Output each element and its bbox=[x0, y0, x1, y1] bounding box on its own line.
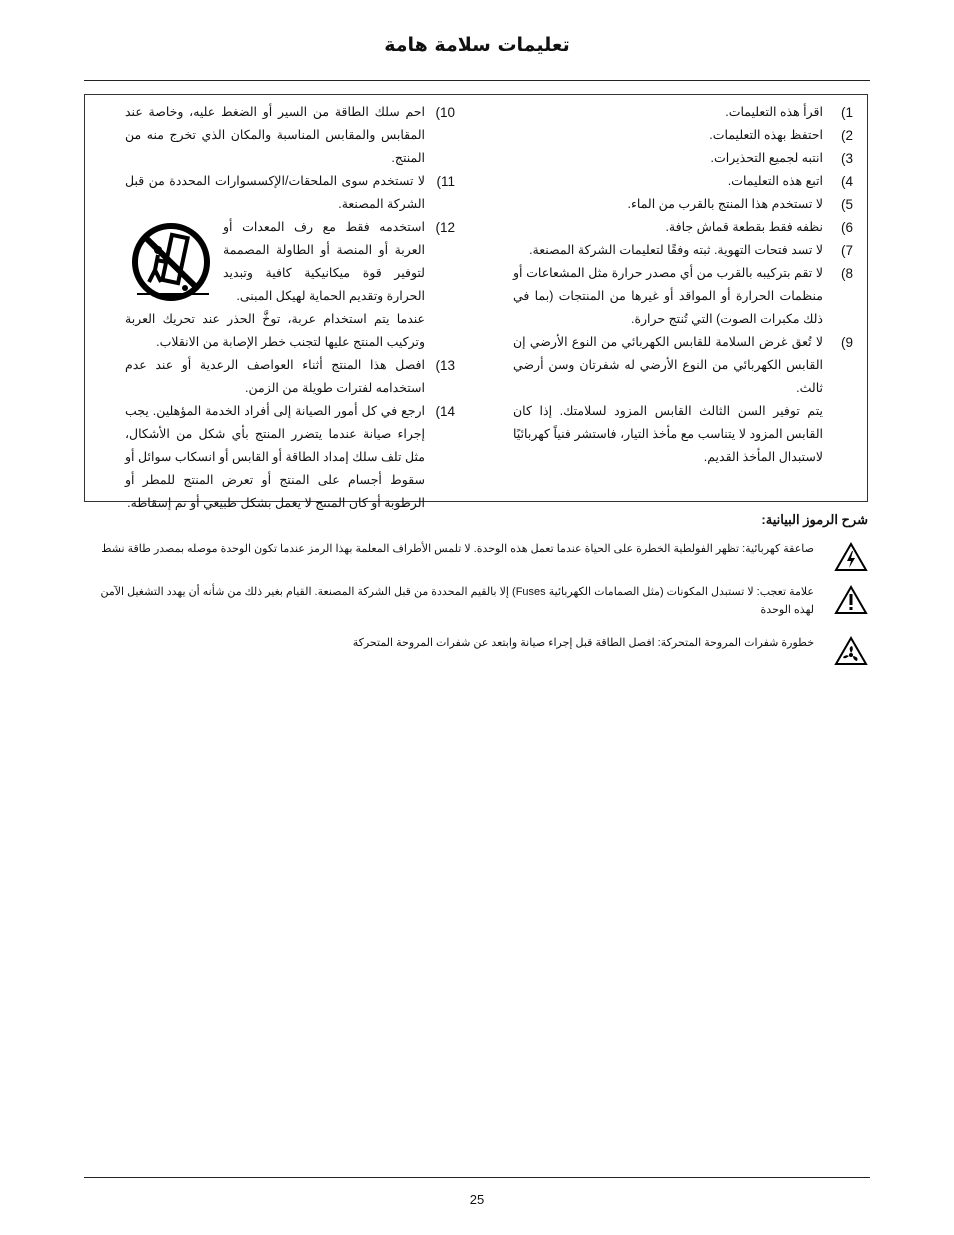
list-item: 2) احتفظ بهذه التعليمات. bbox=[709, 128, 853, 143]
symbol-row-exclamation: علامة تعجب: لا تستبدل المكونات (مثل الصمامات الكهربائية Fuses) إلا بالقيم المحددة من قبل الشركة المصنعة. القيام بغير ذلك من شأنه أن يهدد التشغيل الآمن لهذه الوحدة bbox=[88, 583, 868, 619]
page-number: 25 bbox=[469, 1192, 485, 1207]
list-item: 14) ارجع في كل أمور الصيانة إلى أفراد الخدمة المؤهلين. يجب إجراء صيانة عندما يتضرر المنتج بأي شكل من الأشكال، مثل تلف سلك إمداد الطاقة أو القابس أو انسكاب سوائل أو سقوط أجسام على المنتج أو تعرض المنتج للمطر أو الرطوبة أو كان المنتج لا يعمل بشكل طبيعي أو تم إسقاطه. bbox=[125, 404, 455, 510]
list-item: 1) اقرأ هذه التعليمات. bbox=[725, 105, 853, 120]
page-title: تعليمات سلامة هامة bbox=[384, 34, 570, 56]
list-item: 12) استخدمه فقط مع رف المعدات أو العربة أو المنصة أو الطاولة المصممة لتوفير قوة ميكانيكية كافية وتبديد الحرارة وتقديم الحماية لهيكل المبنى. عندما يتم استخدام عربة، توخَّ الحذر عند تحريك العربة وتركيب المنتج عليها لتجنب خطر الإصابة من الانقلاب. bbox=[125, 220, 455, 349]
title-divider bbox=[84, 80, 870, 81]
symbol-row-lightning: صاعقة كهربائية: تظهر الفولطية الخطرة على الحياة عندما تعمل هذه الوحدة. لا تلمس الأطراف المعلمة بهذا الرمز عندما تكون الوحدة موصله بمصدر طاقة نشط bbox=[88, 540, 868, 558]
list-item: 6) نظفه فقط بقطعة قماش جافة. bbox=[665, 220, 853, 235]
list-item: 4) اتبع هذه التعليمات. bbox=[727, 174, 853, 189]
symbol-row-fan: خطورة شفرات المروحة المتحركة: افصل الطاقة قبل إجراء صيانة وابتعد عن شفرات المروحة المتحركة bbox=[88, 634, 868, 652]
list-item: 9) لا تُعق غرض السلامة للقابس الكهربائي من النوع الأرضي إن القابس الكهربائي من النوع الأرضي له شفرتان وسن أرضي ثالث. يتم توفير السن الثالث القابس المزود لسلامتك. إذا كان القابس المزود لا يتناسب مع مأخذ التيار، فاستشر فنياً كهربائيًا لاستبدال المأخذ القديم. bbox=[513, 335, 853, 464]
list-item: 13) افصل هذا المنتج أثناء العواصف الرعدية أو عند عدم استخدامه لفترات طويلة من الزمن. bbox=[125, 358, 455, 395]
list-item: 10) احم سلك الطاقة من السير أو الضغط عليه، وخاصة عند المقابس والمقابس المناسبة والمكان الذي تخرج منه من المنتج. bbox=[125, 105, 455, 165]
lightning-warning-icon bbox=[834, 542, 868, 572]
instructions-column-right bbox=[513, 101, 853, 469]
fan-blade-warning-icon bbox=[834, 636, 868, 666]
symbols-heading: شرح الرموز البيانية: bbox=[761, 512, 868, 527]
list-item: 8) لا تقم بتركيبه بالقرب من أي مصدر حرارة مثل المشعاعات أو منظمات الحرارة أو المواقد أو غيرها من المنتجات (بما في ذلك مكبرات الصوت) التي تُنتج حرارة. bbox=[513, 266, 853, 326]
list-item: 5) لا تستخدم هذا المنتج بالقرب من الماء. bbox=[627, 197, 853, 212]
exclamation-warning-icon bbox=[834, 585, 868, 615]
list-item: 7) لا تسد فتحات التهوية. ثبته وفقًا لتعليمات الشركة المصنعة. bbox=[529, 243, 853, 258]
footer-divider bbox=[84, 1177, 870, 1178]
cart-tipover-warning-icon bbox=[125, 222, 217, 302]
list-item: 11) لا تستخدم سوى الملحقات/الإكسسوارات المحددة من قبل الشركة المصنعة. bbox=[125, 174, 455, 211]
instructions-column-left bbox=[125, 101, 455, 515]
list-item: 3) انتبه لجميع التحذيرات. bbox=[710, 151, 853, 166]
instructions-box bbox=[84, 94, 868, 510]
